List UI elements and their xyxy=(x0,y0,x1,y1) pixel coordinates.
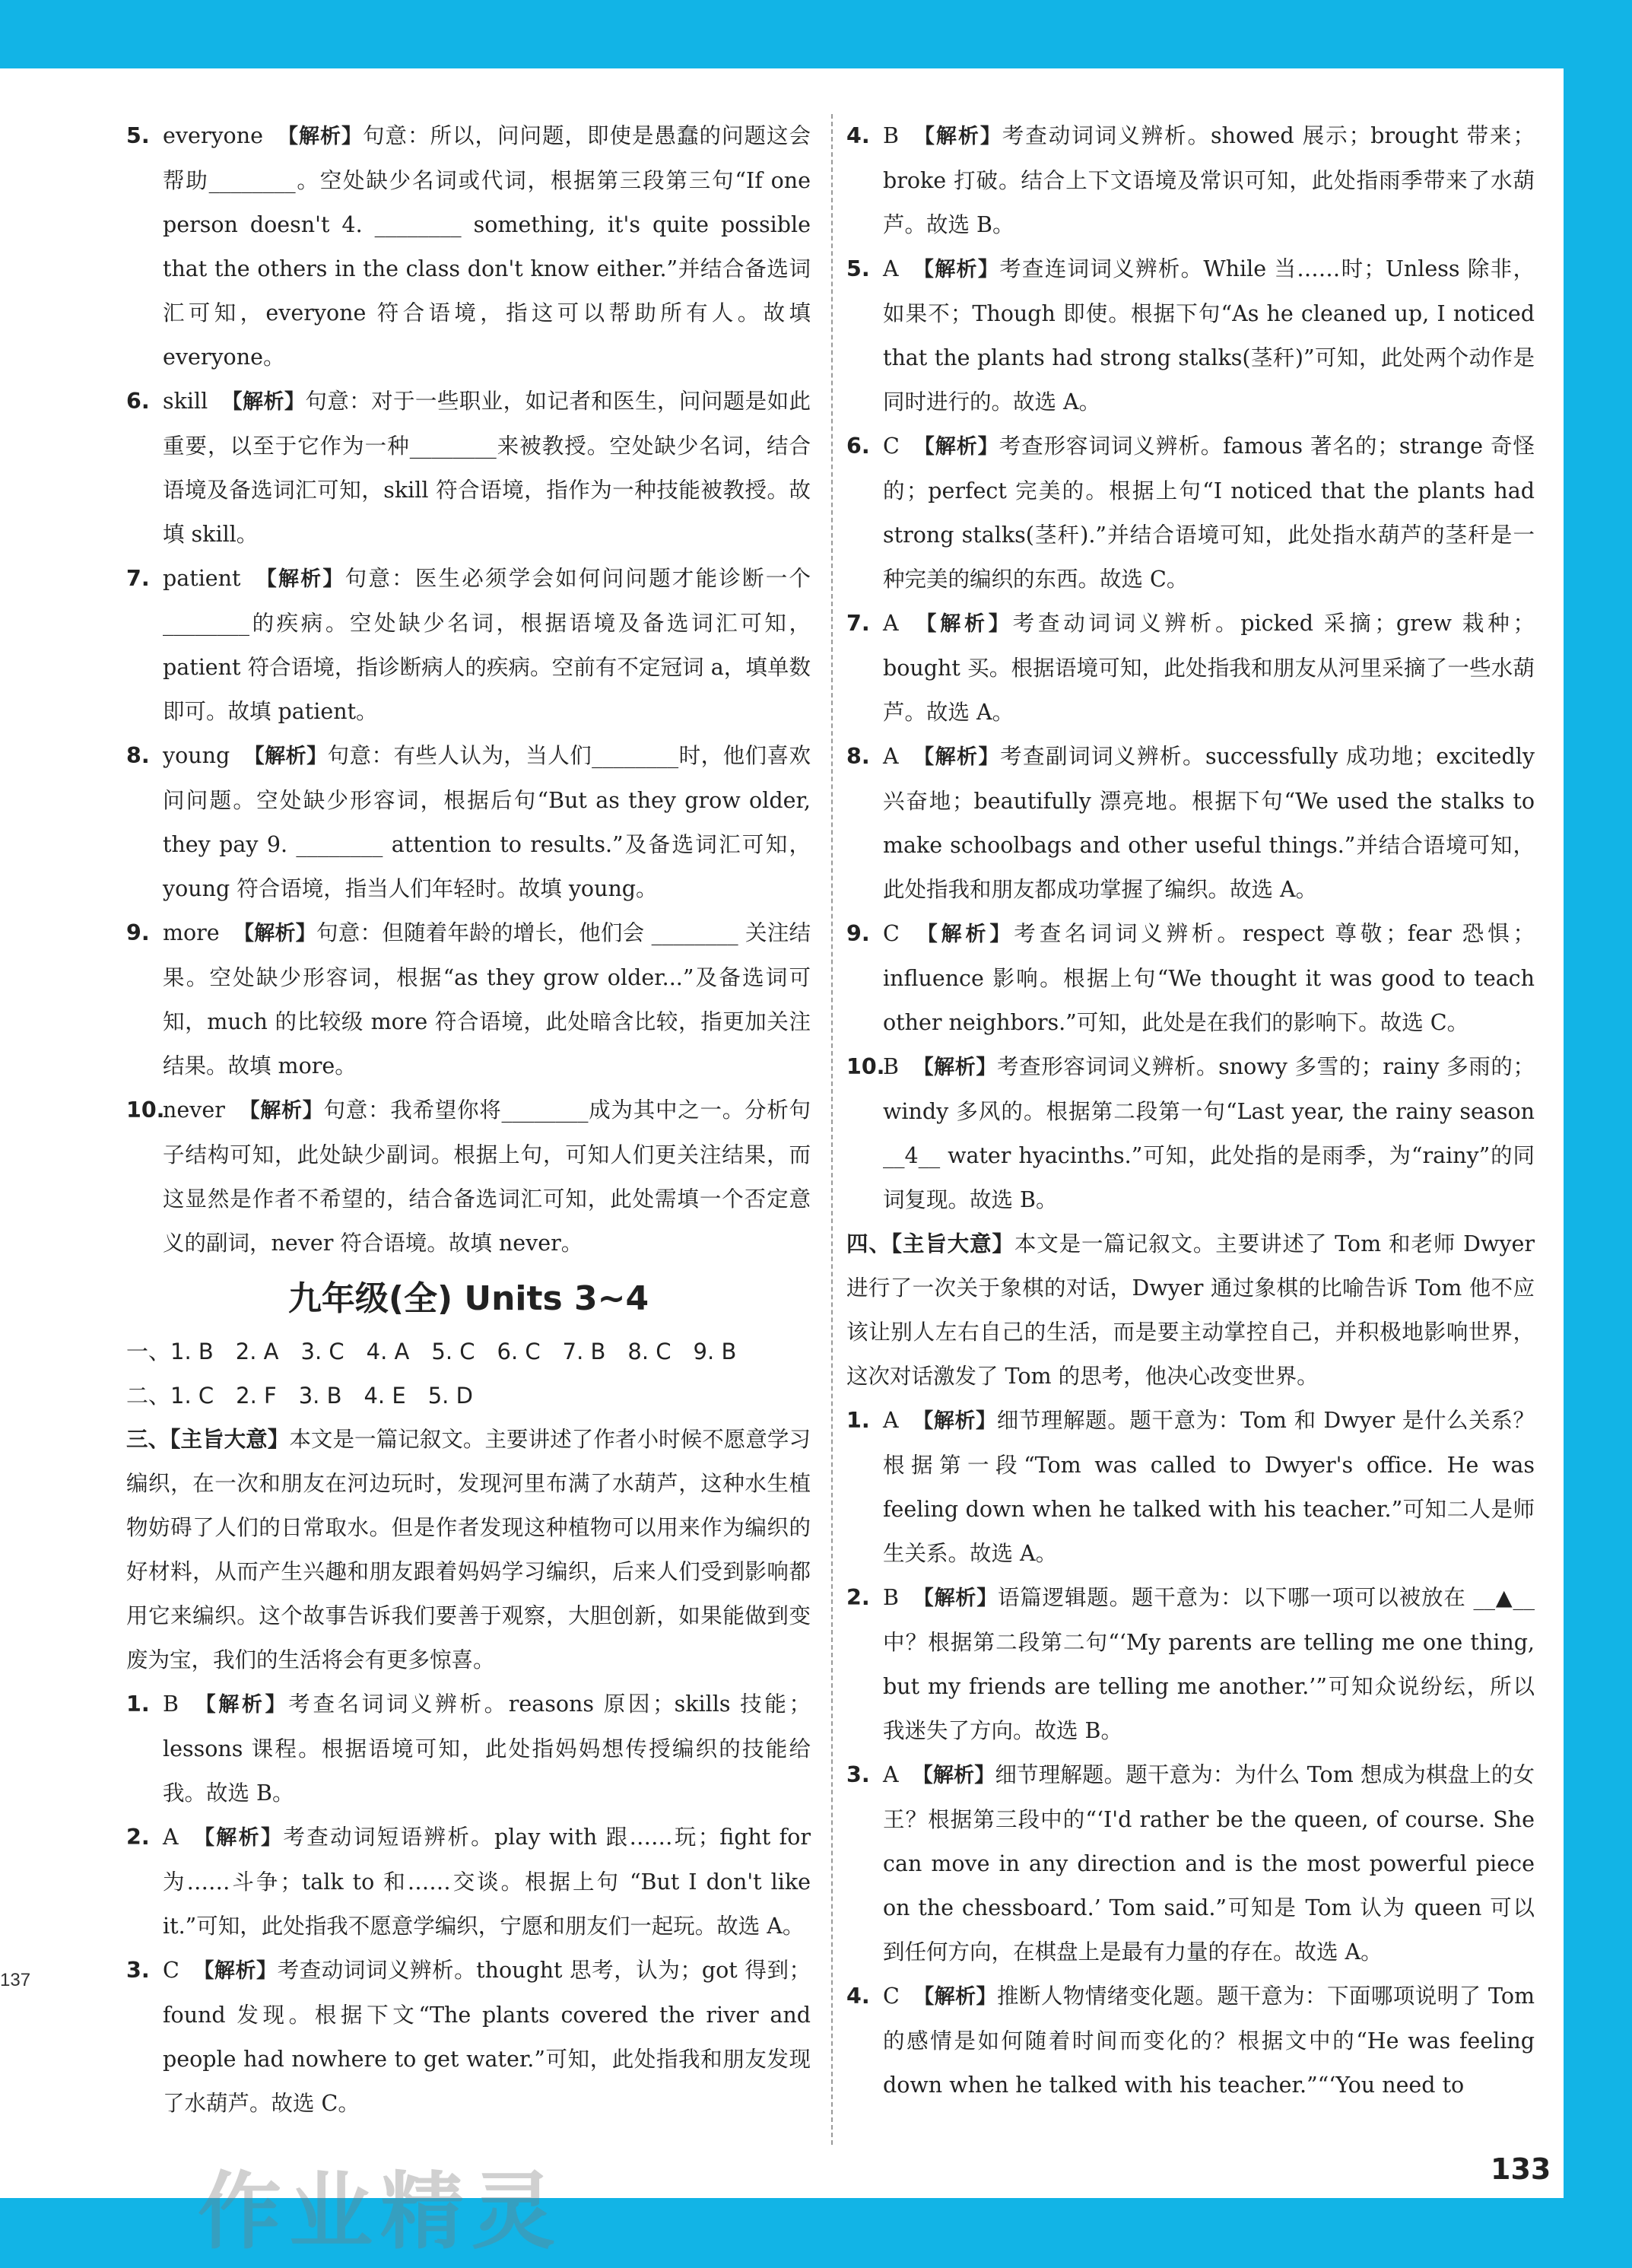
right-border xyxy=(1564,0,1632,2268)
item-explanation: 考查形容词词义辨析。snowy 多雪的；rainy 多雨的；windy 多风的。根据第二段第一句“Last year, the rainy season __4__ water hyacinths.”可知，此处指的是雨季，为“rainy”的同词复现。故选 B。 xyxy=(883,1054,1535,1212)
right-column xyxy=(846,114,1535,2108)
item-answer: B xyxy=(883,123,899,148)
item-number: 6. xyxy=(126,389,150,414)
item-answer: young xyxy=(163,743,230,768)
item-answer: A xyxy=(163,1825,179,1850)
item-answer: B xyxy=(163,1691,179,1717)
item-tag: 【解析】 xyxy=(233,922,316,945)
item-tag: 【解析】 xyxy=(913,435,999,459)
item-tag: 【解析】 xyxy=(912,258,1000,281)
item-tag: 【解析】 xyxy=(238,1099,324,1123)
item-tag: 【解析】 xyxy=(192,1959,278,1983)
answer-item xyxy=(846,602,1535,735)
part-four-label: 四、【主旨大意】 xyxy=(846,1231,1014,1256)
answer-item xyxy=(126,1088,811,1266)
answer-item xyxy=(126,557,811,734)
item-tag: 【解析】 xyxy=(243,745,328,768)
item-explanation: 句意：我希望你将________成为其中之一。分析句子结构可知，此处缺少副词。根据上句，可知人们更关注结果，而这显然是作者不希望的，结合备选词汇可知，此处需填一个否定意义的副词，never 符合语境。故填 never。 xyxy=(163,1097,811,1256)
watermark: 作业精灵 xyxy=(198,2163,563,2260)
item-number: 1. xyxy=(846,1408,870,1433)
item-tag: 【解析】 xyxy=(276,125,363,148)
item-tag: 【解析】 xyxy=(913,923,1014,946)
answer-item xyxy=(126,1682,811,1815)
answer-item xyxy=(846,247,1535,424)
answer-item xyxy=(846,424,1535,602)
item-tag: 【解析】 xyxy=(912,1587,999,1610)
item-explanation: 句意：所以，问问题，即使是愚蠢的问题这会帮助________。空处缺少名词或代词，根据第三段第三句“If one person doesn't 4. ________ something, it's quite possible that the others in the class don't know either.”并结合备选词汇可知，everyone 符合语境，指这可以帮助所有人。故填 everyone。 xyxy=(163,123,811,370)
item-answer: B xyxy=(883,1585,899,1610)
item-number: 3. xyxy=(846,1762,870,1787)
item-explanation: 细节理解题。题干意为：Tom 和 Dwyer 是什么关系？根据第一段“Tom was called to Dwyer's office. He was feeling down when he talked with his teacher.”可知二人是师生关系。故选 A。 xyxy=(883,1408,1535,1566)
item-tag: 【解析】 xyxy=(912,612,1013,636)
item-number: 2. xyxy=(126,1825,150,1850)
item-answer: C xyxy=(883,1984,900,2009)
answer-item xyxy=(846,912,1535,1045)
item-answer: A xyxy=(883,1408,899,1433)
part-four-text: 本文是一篇记叙文。主要讲述了 Tom 和老师 Dwyer 进行了一次关于象棋的对话，Dwyer 通过象棋的比喻告诉 Tom 他不应该让别人左右自己的生活，而是要主动掌控自己，并积极地影响世界，这次对话激发了 Tom 的思考，他决心改变世界。 xyxy=(846,1231,1535,1389)
answer-item xyxy=(846,1753,1535,1974)
item-explanation: 考查名词词义辨析。reasons 原因；skills 技能；lessons 课程。根据语境可知，此处指妈妈想传授编织的技能给我。故选 B。 xyxy=(163,1691,811,1806)
item-answer: never xyxy=(163,1097,225,1123)
answer-item xyxy=(846,1045,1535,1222)
item-explanation: 推断人物情绪变化题。题干意为：下面哪项说明了 Tom 的感情是如何随着时间而变化的？根据文中的“He was feeling down when he talked with his teacher.”“‘You need to xyxy=(883,1984,1535,2098)
item-tag: 【解析】 xyxy=(913,1985,997,2009)
part-three-label: 三、【主旨大意】 xyxy=(126,1427,290,1452)
item-number: 7. xyxy=(846,611,870,636)
item-number: 5. xyxy=(846,256,870,281)
item-explanation: 考查动词词义辨析。picked 采摘；grew 栽种；bought 买。根据语境可知，此处指我和朋友从河里采摘了一些水葫芦。故选 A。 xyxy=(883,611,1535,725)
part-three-text: 本文是一篇记叙文。主要讲述了作者小时候不愿意学习编织，在一次和朋友在河边玩时，发现河里布满了水葫芦，这种水生植物妨碍了人们的日常取水。但是作者发现这种植物可以用来作为编织的好材料，从而产生兴趣和朋友跟着妈妈学习编织，后来人们受到影响都用它来编织。这个故事告诉我们要善于观察，大胆创新，如果能做到变废为宝，我们的生活将会有更多惊喜。 xyxy=(126,1427,811,1672)
section-title: 九年级(全) Units 3~4 xyxy=(287,1279,649,1318)
item-explanation: 细节理解题。题干意为：为什么 Tom 想成为棋盘上的女王？根据第三段中的“‘I'd rather be the queen, of course. She can move in any direction and is the most powerful piece on the chessboard.’ Tom said.”可知是 Tom 认为 queen 可以到任何方向，在棋盘上是最有力量的存在。故选 A。 xyxy=(883,1762,1535,1965)
column-divider xyxy=(831,114,833,2145)
item-explanation: 考查副词词义辨析。successfully 成功地；excitedly 兴奋地；beautifully 漂亮地。根据下句“We used the stalks to make schoolbags and other useful things.”并结合语境可知，此处指我和朋友都成功掌握了编织。故选 A。 xyxy=(883,744,1535,902)
item-number: 6. xyxy=(846,434,870,459)
item-answer: A xyxy=(883,611,899,636)
item-number: 8. xyxy=(126,743,150,768)
item-explanation: 句意：医生必须学会如何问问题才能诊断一个________的疾病。空处缺少名词，根据语境及备选词汇可知，patient 符合语境，指诊断病人的疾病。空前有不定冠词 a，填单数即可。故填 patient。 xyxy=(163,566,811,724)
item-tag: 【解析】 xyxy=(192,1826,284,1850)
item-explanation: 句意：有些人认为，当人们________时，他们喜欢问问题。空处缺少形容词，根据后句“But as they grow older, they pay 9. ________ attention to results.”及备选词汇可知，young 符合语境，指当人们年轻时。故填 young。 xyxy=(163,743,811,901)
item-tag: 【解析】 xyxy=(912,1764,995,1787)
item-explanation: 考查动词词义辨析。thought 思考，认为；got 得到；found 发现。根据下文“The plants covered the river and people had nowhere to get water.”可知，此处指我和朋友发现了水葫芦。故选 C。 xyxy=(163,1958,811,2116)
item-number: 3. xyxy=(126,1958,150,1983)
item-tag: 【解析】 xyxy=(912,1056,998,1079)
item-number: 9. xyxy=(126,920,150,945)
item-number: 7. xyxy=(126,566,150,591)
answer-item xyxy=(126,1949,811,2126)
item-answer: A xyxy=(883,744,899,769)
item-answer: A xyxy=(883,1762,899,1787)
part-four-summary xyxy=(846,1222,1535,1399)
page-number-right: 133 xyxy=(1491,2152,1551,2186)
item-answer: C xyxy=(883,921,900,946)
answer-item xyxy=(846,114,1535,247)
answer-item xyxy=(846,1576,1535,1753)
item-number: 10. xyxy=(846,1054,885,1079)
item-explanation: 考查动词短语辨析。play with 跟……玩；fight for 为……斗争；talk to 和……交谈。根据上句 “But I don't like it.”可知，此处指我不愿意学编织，宁愿和朋友们一起玩。故选 A。 xyxy=(163,1825,811,1939)
item-explanation: 考查名词词义辨析。respect 尊敬；fear 恐惧；influence 影响。根据上句“We thought it was good to teach other neighbors.”可知，此处是在我们的影响下。故选 C。 xyxy=(883,921,1535,1035)
item-explanation: 考查形容词词义辨析。famous 著名的；strange 奇怪的；perfect 完美的。根据上句“I noticed that the plants had strong stalks(茎秆).”并结合语境可知，此处指水葫芦的茎秆是一种完美的编织的东西。故选 C。 xyxy=(883,434,1535,592)
item-number: 8. xyxy=(846,744,870,769)
item-answer: B xyxy=(883,1054,899,1079)
item-tag: 【解析】 xyxy=(254,567,345,591)
item-tag: 【解析】 xyxy=(192,1693,289,1717)
item-explanation: 句意：对于一些职业，如记者和医生，问问题是如此重要，以至于它作为一种________来被教授。空处缺少名词，结合语境及备选词汇可知，skill 符合语境，指作为一种技能被教授。故填 skill。 xyxy=(163,389,811,547)
item-answer: C xyxy=(163,1958,179,1983)
answer-item xyxy=(126,114,811,380)
item-tag: 【解析】 xyxy=(912,125,1002,148)
item-answer: patient xyxy=(163,566,241,591)
item-number: 9. xyxy=(846,921,870,946)
item-number: 2. xyxy=(846,1585,870,1610)
item-tag: 【解析】 xyxy=(912,1409,997,1433)
item-answer: skill xyxy=(163,389,208,414)
item-answer: C xyxy=(883,434,900,459)
item-explanation: 考查动词词义辨析。showed 展示；brought 带来；broke 打破。结合上下文语境及常识可知，此处指雨季带来了水葫芦。故选 B。 xyxy=(883,123,1535,237)
part-three-summary xyxy=(126,1418,811,1682)
item-number: 4. xyxy=(846,123,870,148)
item-tag: 【解析】 xyxy=(912,745,1001,769)
left-column xyxy=(126,114,811,2126)
page-number-left: 137 xyxy=(0,1970,31,1990)
answer-item xyxy=(126,380,811,557)
answer-item xyxy=(846,1974,1535,2108)
item-explanation: 句意：但随着年龄的增长，他们会 ________ 关注结果。空处缺少形容词，根据“as they grow older...”及备选词可知，much 的比较级 more 符合语境，此处暗含比较，指更加关注结果。故填 more。 xyxy=(163,920,811,1078)
item-answer: A xyxy=(883,256,899,281)
item-number: 10. xyxy=(126,1097,165,1123)
answer-item xyxy=(846,1399,1535,1576)
answer-item xyxy=(126,911,811,1088)
answer-key-part-two: 二、1. C 2. F 3. B 4. E 5. D xyxy=(126,1383,473,1409)
answer-key-part-one: 一、1. B 2. A 3. C 4. A 5. C 6. C 7. B 8. C 9. B xyxy=(126,1339,737,1364)
item-number: 5. xyxy=(126,123,150,148)
item-explanation: 语篇逻辑题。题干意为：以下哪一项可以被放在 __▲__ 中？根据第二段第二句“‘My parents are telling me one thing, but my friends are telling me another.’”可知众说纷纭，所以我迷失了方向。故选 B。 xyxy=(883,1585,1535,1743)
item-tag: 【解析】 xyxy=(221,390,306,414)
item-answer: more xyxy=(163,920,220,945)
answer-item xyxy=(126,1815,811,1949)
item-number: 4. xyxy=(846,1984,870,2009)
top-border xyxy=(0,0,1632,68)
item-explanation: 考查连词词义辨析。While 当……时；Unless 除非，如果不；Though 即使。根据下句“As he cleaned up, I noticed that the plants had strong stalks(茎秆)”可知，此处两个动作是同时进行的。故选 A。 xyxy=(883,256,1535,415)
answer-item xyxy=(126,734,811,911)
item-answer: everyone xyxy=(163,123,263,148)
item-number: 1. xyxy=(126,1691,150,1717)
answer-item xyxy=(846,735,1535,912)
